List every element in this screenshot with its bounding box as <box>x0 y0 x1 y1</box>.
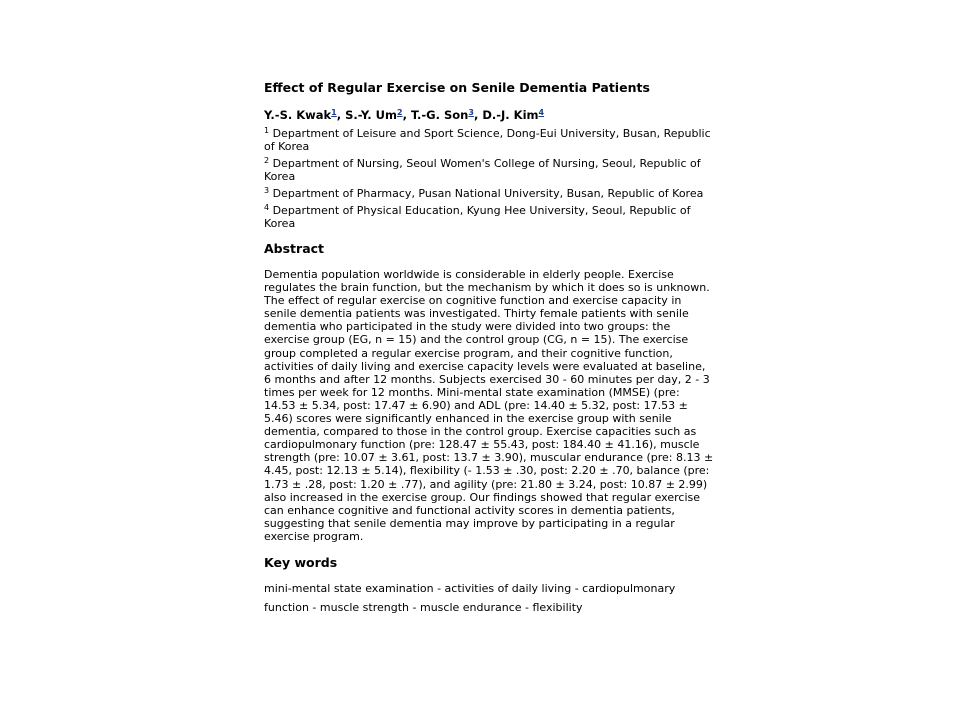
author-affiliation-link-4[interactable]: 4 <box>538 108 545 117</box>
author-name: T.-G. Son <box>410 108 469 122</box>
keywords-list: mini-mental state examination - activities of daily living - cardiopulmonary function - muscle strength - muscle endurance - flexibility <box>264 581 676 614</box>
affiliation-text: Department of Physical Education, Kyung Hee University, Seoul, Republic of Korea <box>264 204 691 230</box>
author-name: Y.-S. Kwak <box>264 108 332 122</box>
affiliation-number: 4 <box>264 203 270 212</box>
affiliation <box>264 187 714 200</box>
affiliation <box>264 127 714 153</box>
author-list: Y.-S. Kwak$^1$, S.-Y. Um$^2$, T.-G. Son$^3$, D.-J. Kim$^4$ <box>264 108 545 122</box>
affiliation-number: 1 <box>264 126 270 135</box>
abstract-heading: Abstract <box>264 241 325 256</box>
affiliation <box>264 157 714 183</box>
author-affiliation-link-3[interactable]: 3 <box>468 108 474 117</box>
article-page <box>264 79 714 617</box>
author-affiliation-link-1[interactable]: 1 <box>331 108 337 117</box>
author-name: D.-J. Kim <box>482 108 539 122</box>
keywords-heading: Key words <box>264 554 338 570</box>
affiliation-number: 3 <box>264 186 270 195</box>
affiliation <box>264 204 714 230</box>
affiliation-text: Department of Nursing, Seoul Women's College of Nursing, Seoul, Republic of Korea <box>264 157 701 183</box>
affiliation-text: Department of Pharmacy, Pusan National University, Busan, Republic of Korea <box>269 187 704 200</box>
abstract-body: Dementia population worldwide is considerable in elderly people. Exercise regulates the brain function, but the mechanism by which it does so is unknown. The effect of regular exercise on cognitive function and exercise capacity in senile dementia patients was investigated. Thirty female patients with senile dementia who participated in the study were divided into two groups: the exercise group (EG, n = 15) and the control group (CG, n = 15). The exercise group completed a regular exercise program, and their cognitive function, activities of daily living and exercise capacity levels were evaluated at baseline, 6 months and after 12 months. Subjects exercised 30 - 60 minutes per day, 2 - 3 times per week for 12 months. Mini-mental state examination (MMSE) (pre: 14.53 ± 5.34, post: 17.47 ± 6.90) and ADL (pre: 14.40 ± 5.32, post: 17.53 ± 5.46) scores were significantly enhanced in the exercise group with senile dementia, compared to those in the control group. Exercise capacities such as cardiopulmonary function (pre: 128.47 ± 55.43, post: 184.40 ± 41.16), muscle strength (pre: 10.07 ± 3.61, post: 13.7 ± 3.90), muscular endurance (pre: 8.13 ± 4.45, post: 12.13 ± 5.14), flexibility (- 1.53 ± .30, post: 2.20 ± .70, balance (pre: 1.73 ± .28, post: 1.20 ± .77), and agility (pre: 21.80 ± 3.24, post: 10.87 ± 2.99) also increased in the exercise group. Our findings showed that regular exercise can enhance cognitive and functional activity scores in dementia patients, suggesting that senile dementia may improve by participating in a regular exercise program. <box>264 268 714 543</box>
affiliation-number: 2 <box>264 156 270 165</box>
affiliation-text: Department of Leisure and Sport Science, Dong-Eui University, Busan, Republic of Korea <box>264 127 711 153</box>
author-name: S.-Y. Um <box>345 108 397 122</box>
article-title: Effect of Regular Exercise on Senile Dementia Patients <box>264 80 650 95</box>
author-affiliation-link-2[interactable]: 2 <box>396 108 403 117</box>
